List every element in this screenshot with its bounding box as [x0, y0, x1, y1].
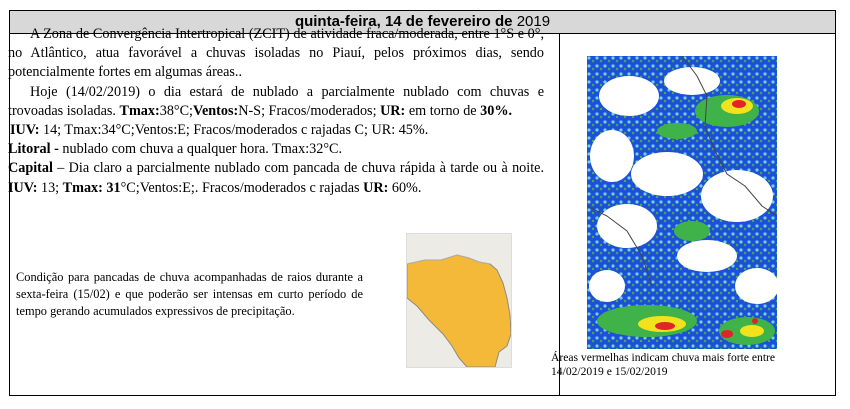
litoral-paragraph: Litoral - nublado com chuva a qualquer hora. Tmax:32°C. [8, 141, 343, 158]
iuv-label: IUV: [10, 122, 40, 139]
rainfall-caption-line2: 14/02/2019 e 15/02/2019 [551, 365, 668, 378]
litoral-label: Litoral - [8, 141, 59, 158]
rainfall-forecast-map [587, 56, 777, 349]
today-paragraph: Hoje (14/02/2019) o dia estará de nublado a parcialmente nublado com chuvas e trovoadas isoladas. Tmax:38°C;Ventos:N-S; Fracos/moderados; UR: em torno de 30%. [8, 83, 544, 119]
ventos-label: Ventos: [193, 102, 239, 119]
capital-iuv-label: IUV: [8, 179, 38, 196]
alert-map [406, 233, 512, 368]
header-year: 2019 [516, 13, 551, 30]
capital-label: Capital [8, 160, 53, 177]
capital-ur-label: UR: [363, 179, 389, 196]
rainfall-caption [551, 351, 825, 379]
rainfall-caption-line1: Áreas vermelhas indicam chuva mais forte entre [551, 351, 776, 364]
capital-paragraph: Capital – Dia claro a parcialmente nublado com pancada de chuva rápida à tarde ou à noite. IUV: 13; Tmax: 31°C;Ventos:E;. Fracos/moderados c rajadas UR: 60%. [8, 160, 544, 196]
tmax-label: Tmax: [119, 102, 160, 119]
thunderstorm-caption: Condição para pancadas de chuva acompanhadas de raios durante a sexta-feira (15/02) e que poderão ser intensas em curto período de tempo gerando acumulados expressivos de precipitação. [16, 270, 363, 318]
ur-value: 30%. [480, 102, 513, 119]
capital-tmax-label: Tmax: [62, 179, 103, 196]
column-divider [559, 34, 560, 396]
zcit-paragraph: A Zona de Convergência Intertropical (ZCIT) de atividade fraca/moderada, entre 1°S e 0°, no Atlântico, atua favorável a chuvas isoladas no Piauí, pelos próximos dias, sendo potencialmente fortes em algumas áreas.. [8, 26, 544, 81]
iuv-paragraph: IUV: 14; Tmax:34°C;Ventos:E; Fracos/moderados c rajadas C; UR: 45%. [10, 122, 429, 139]
ur-label: UR: [380, 102, 406, 119]
rainfall-map-graphic [587, 56, 777, 349]
forecast-text [8, 25, 544, 198]
alert-map-graphic [407, 234, 511, 367]
header-day: quinta-feira, 14 de fevereiro de [294, 13, 513, 30]
